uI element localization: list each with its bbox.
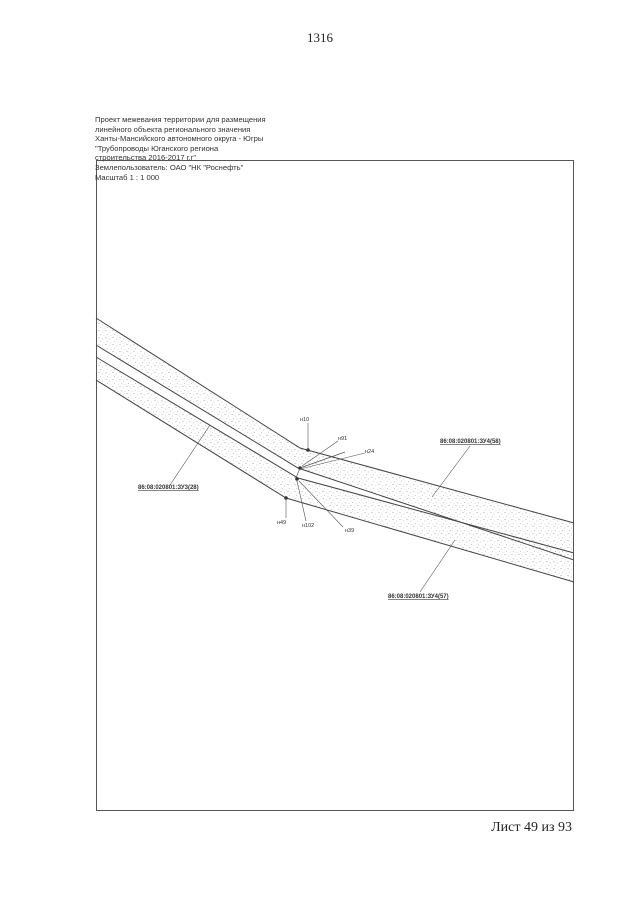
- sheet-label: Лист 49 из 93: [491, 820, 572, 835]
- survey-point-marker: [298, 466, 302, 470]
- point-label-n91: н91: [338, 436, 348, 442]
- land-user-line: Землепользователь: ОАО "НК "Роснефть": [95, 162, 244, 172]
- point-label-n102: н102: [302, 523, 315, 529]
- point-label-n24: н24: [365, 449, 375, 455]
- scale-line: Масштаб 1 : 1 000: [95, 172, 160, 182]
- parcel-label-zu4-58: 86:08:020801:ЗУ4(58): [440, 439, 501, 445]
- parcel-label-zu3-28: 86:08:020801:ЗУ3(28): [138, 485, 199, 491]
- title-line: "Трубопроводы Юганского региона: [95, 143, 219, 153]
- leader-line: [420, 540, 455, 592]
- survey-point-marker: [295, 477, 299, 481]
- title-line: линейного объекта регионального значения: [95, 124, 251, 134]
- page-number: 1316: [307, 30, 333, 45]
- point-label-n49: н49: [277, 520, 287, 526]
- title-line: Ханты-Мансийского автономного округа - Югры: [95, 134, 264, 144]
- point-label-n39: н39: [345, 528, 355, 534]
- title-line: строительства 2016-2017 г.г": [95, 153, 197, 163]
- corridor-upper-fill: [96, 318, 574, 560]
- point-label-n10: н10: [300, 417, 310, 423]
- parcel-label-zu4-57: 86:08:020801:ЗУ4(57): [388, 594, 449, 600]
- title-line: Проект межевания территории для размещения: [95, 115, 266, 124]
